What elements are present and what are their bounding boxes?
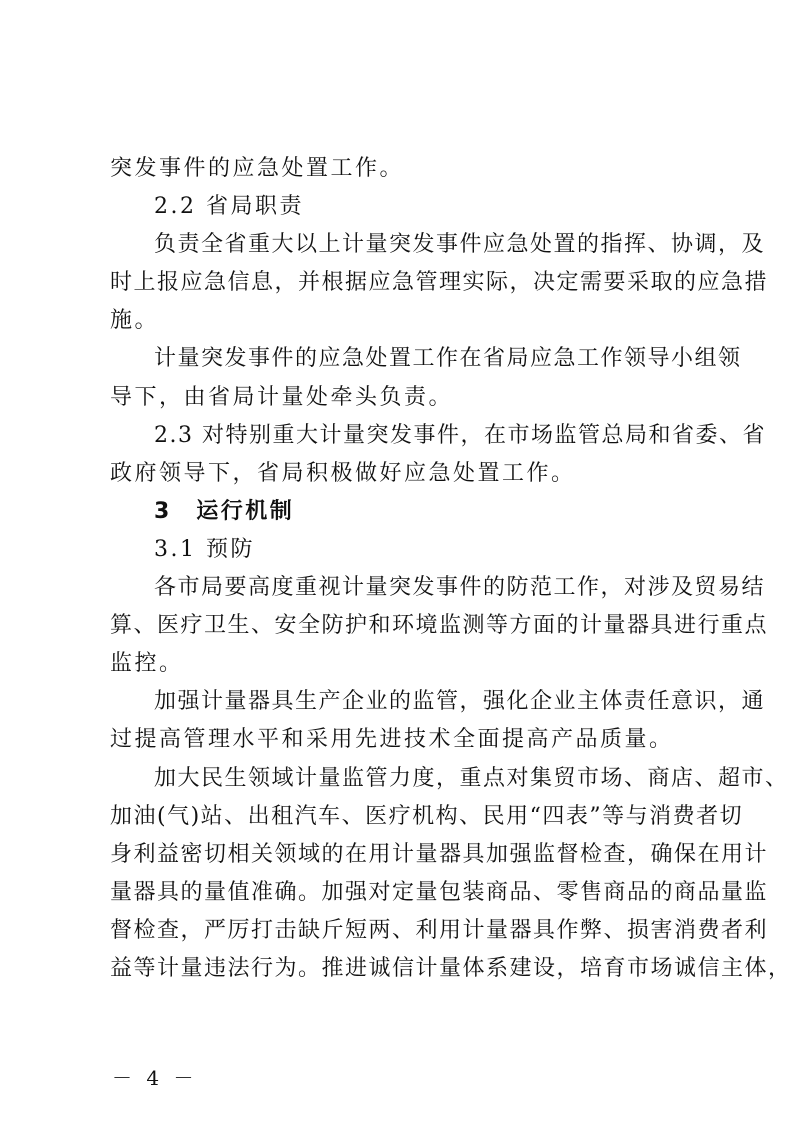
paragraph-line: 计量突发事件的应急处置工作在省局应急工作领导小组领: [154, 346, 742, 372]
paragraph-line: 施。: [110, 308, 160, 334]
paragraph-line: 负责全省重大以上计量突发事件应急处置的指挥、协调，及: [154, 232, 766, 258]
paragraph-line: 突发事件的应急处置工作。: [110, 156, 405, 181]
paragraph-line: 加强计量器具生产企业的监管，强化企业主体责任意识，通: [154, 689, 766, 715]
paragraph-line: 益等计量违法行为。推进诚信计量体系建设，培育市场诚信主体，: [110, 955, 792, 981]
paragraph-line: 各市局要高度重视计量突发事件的防范工作，对涉及贸易结: [154, 575, 766, 601]
paragraph-line: 加油(气)站、出租汽车、医疗机构、民用“四表”等与消费者切: [110, 803, 744, 829]
paragraph-line: 加大民生领域计量监管力度，重点对集贸市场、商店、超市、: [154, 765, 789, 791]
paragraph-line: 监控。: [110, 651, 184, 677]
paragraph-line: 督检查，严厉打击缺斤短两、利用计量器具作弊、损害消费者利: [110, 917, 769, 943]
paragraph-line: 政府领导下，省局积极做好应急处置工作。: [110, 460, 576, 486]
paragraph-line: 导下，由省局计量处牵头负责。: [110, 384, 454, 410]
section-heading-2-2: 2.2 省局职责: [154, 194, 304, 220]
section-heading-3-1: 3.1 预防: [154, 536, 255, 562]
paragraph-line: 身利益密切相关领域的在用计量器具加强监督检查，确保在用计: [110, 841, 769, 867]
paragraph-line: 量器具的量值准确。加强对定量包装商品、零售商品的商品量监: [110, 879, 769, 905]
paragraph-line: 过提高管理水平和采用先进技术全面提高产品质量。: [110, 727, 674, 753]
body-text: [110, 150, 792, 988]
section-heading-3: 3 运行机制: [154, 498, 295, 524]
paragraph-line: 时上报应急信息，并根据应急管理实际，决定需要采取的应急措: [110, 270, 769, 296]
paragraph-line: 2.3 对特别重大计量突发事件，在市场监管总局和省委、省: [154, 422, 766, 448]
paragraph-line: 算、医疗卫生、安全防护和环境监测等方面的计量器具进行重点: [110, 613, 769, 639]
page-number: － 4 －: [112, 1066, 198, 1090]
